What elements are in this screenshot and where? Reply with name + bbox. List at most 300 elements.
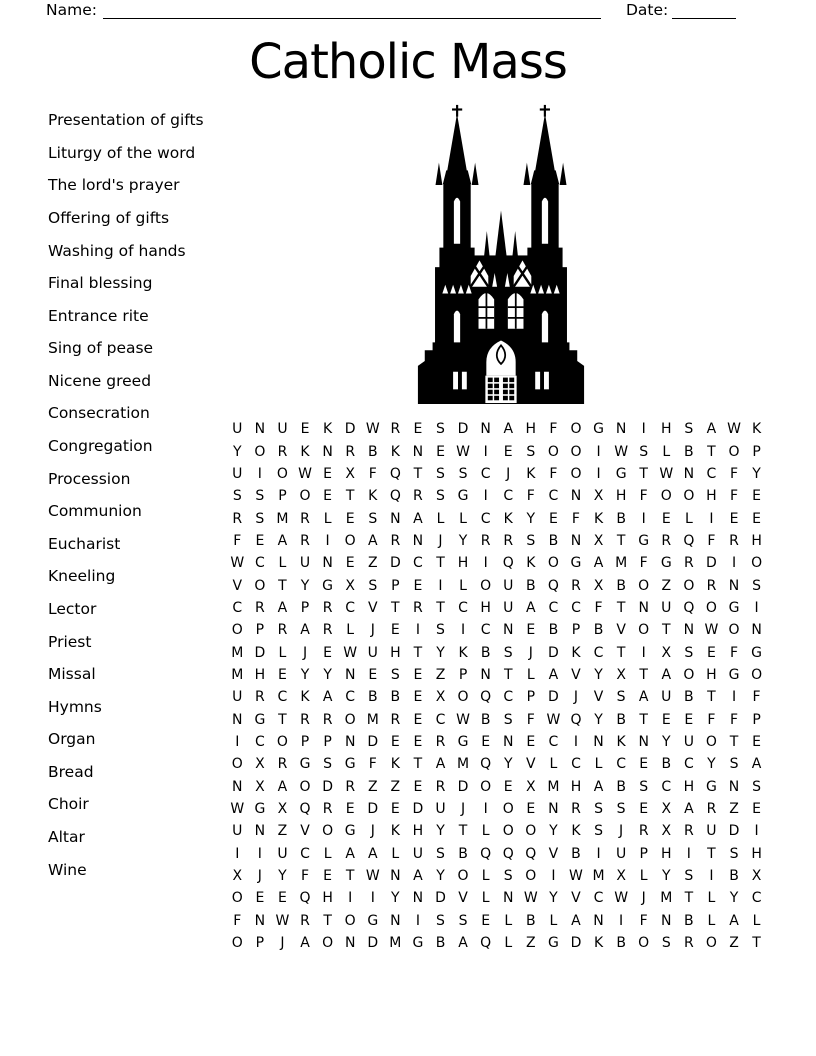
grid-letter-cell: H <box>661 421 672 438</box>
grid-letter-cell: N <box>728 577 740 594</box>
grid-letter-cell: S <box>616 689 626 706</box>
grid-letter-cell: L <box>481 823 490 840</box>
word-list-item: Eucharist <box>48 534 121 553</box>
grid-letter-cell: N <box>502 622 514 639</box>
grid-letter-cell: G <box>412 935 424 952</box>
grid-letter-cell: T <box>436 555 445 572</box>
grid-letter-cell: A <box>684 801 694 818</box>
grid-letter-cell: E <box>413 733 423 750</box>
grid-letter-cell: F <box>233 912 242 929</box>
grid-letter-cell: G <box>322 577 334 594</box>
grid-letter-cell: N <box>412 532 424 549</box>
grid-letter-cell: D <box>367 801 379 818</box>
grid-letter-cell: O <box>231 890 243 907</box>
grid-letter-cell: P <box>300 733 310 750</box>
grid-letter-cell: K <box>390 756 400 773</box>
grid-letter-cell: S <box>503 644 513 661</box>
grid-letter-cell: F <box>639 488 648 505</box>
grid-letter-cell: E <box>255 890 265 907</box>
grid-letter-cell: L <box>639 868 648 885</box>
grid-letter-cell: P <box>255 935 265 952</box>
grid-letter-cell: R <box>638 823 649 840</box>
grid-letter-cell: W <box>298 465 312 482</box>
grid-letter-cell: Y <box>526 510 536 527</box>
grid-letter-cell: V <box>367 599 378 616</box>
grid-letter-cell: U <box>277 845 288 862</box>
grid-letter-cell: N <box>502 890 514 907</box>
grid-letter-cell: E <box>300 421 310 438</box>
grid-letter-cell: H <box>570 778 582 795</box>
grid-letter-cell: O <box>525 823 537 840</box>
grid-letter-cell: G <box>593 421 604 438</box>
grid-letter-cell: N <box>683 622 695 639</box>
grid-letter-cell: F <box>549 421 558 438</box>
grid-letter-cell: S <box>684 644 694 661</box>
grid-letter-cell: X <box>593 488 604 505</box>
grid-letter-cell: L <box>549 756 558 773</box>
grid-letter-cell: T <box>616 599 626 616</box>
grid-letter-cell: U <box>367 644 378 661</box>
grid-letter-cell: Z <box>390 778 401 795</box>
grid-letter-cell: O <box>660 488 672 505</box>
grid-letter-cell: I <box>483 443 488 460</box>
grid-letter-cell: Y <box>436 644 445 661</box>
grid-letter-cell: I <box>483 801 488 818</box>
grid-letter-cell: I <box>483 555 488 572</box>
grid-letter-cell: I <box>551 868 556 885</box>
grid-letter-cell: E <box>436 443 445 460</box>
grid-letter-cell: B <box>593 622 604 639</box>
grid-letter-cell: S <box>526 443 536 460</box>
grid-letter-cell: I <box>754 823 759 840</box>
grid-letter-cell: E <box>548 510 558 527</box>
grid-letter-cell: R <box>571 801 581 818</box>
grid-letter-cell: R <box>322 622 333 639</box>
grid-letter-cell: I <box>731 689 737 706</box>
grid-letter-cell: D <box>435 890 446 907</box>
grid-letter-cell: R <box>390 711 401 728</box>
grid-letter-cell: H <box>322 890 333 907</box>
grid-letter-cell: A <box>729 912 739 929</box>
grid-letter-cell: O <box>299 488 311 505</box>
grid-letter-cell: X <box>593 532 604 549</box>
grid-letter-cell: T <box>278 577 287 594</box>
grid-letter-cell: R <box>277 756 288 773</box>
grid-letter-cell: T <box>345 868 355 885</box>
grid-letter-cell: F <box>526 488 535 505</box>
grid-letter-cell: R <box>322 801 333 818</box>
grid-letter-cell: E <box>639 801 649 818</box>
grid-letter-cell: A <box>526 599 536 616</box>
grid-letter-cell: A <box>661 666 672 683</box>
grid-letter-cell: C <box>345 689 356 706</box>
grid-letter-cell: Z <box>729 935 739 952</box>
grid-letter-cell: T <box>503 666 513 683</box>
grid-letter-cell: N <box>615 421 627 438</box>
grid-letter-cell: A <box>300 935 310 952</box>
grid-letter-cell: T <box>684 890 694 907</box>
grid-letter-cell: U <box>435 801 446 818</box>
grid-letter-cell: Y <box>752 465 761 482</box>
grid-letter-cell: E <box>481 912 491 929</box>
grid-letter-cell: R <box>571 577 581 594</box>
word-list-item: Communion <box>48 502 142 521</box>
grid-letter-cell: N <box>232 711 243 728</box>
grid-letter-cell: C <box>683 756 694 773</box>
grid-letter-cell: R <box>683 555 694 572</box>
grid-letter-cell: E <box>684 711 694 728</box>
grid-letter-cell: J <box>619 823 624 840</box>
grid-letter-cell: O <box>457 689 469 706</box>
grid-letter-cell: J <box>506 465 511 482</box>
grid-letter-cell: Y <box>549 823 558 840</box>
grid-letter-cell: F <box>549 465 558 482</box>
grid-letter-cell: N <box>480 421 491 438</box>
grid-letter-cell: C <box>503 689 514 706</box>
grid-letter-cell: Q <box>502 845 514 862</box>
grid-letter-cell: E <box>390 733 400 750</box>
grid-letter-cell: E <box>323 644 333 661</box>
grid-letter-cell: F <box>594 599 603 616</box>
grid-letter-cell: O <box>480 577 492 594</box>
grid-letter-cell: I <box>483 488 488 505</box>
grid-letter-cell: L <box>459 510 467 527</box>
grid-letter-cell: E <box>368 666 378 683</box>
grid-letter-cell: C <box>480 465 491 482</box>
grid-letter-cell: W <box>456 711 470 728</box>
grid-letter-cell: F <box>526 711 535 728</box>
grid-letter-cell: F <box>368 756 377 773</box>
grid-letter-cell: M <box>231 644 244 661</box>
grid-letter-cell: O <box>276 465 288 482</box>
grid-letter-cell: G <box>638 532 650 549</box>
grid-letter-cell: I <box>641 421 646 438</box>
word-list-item: Kneeling <box>48 567 116 586</box>
grid-letter-cell: I <box>596 465 601 482</box>
grid-letter-cell: U <box>299 555 311 572</box>
grid-letter-cell: L <box>323 845 332 862</box>
grid-letter-cell: D <box>367 935 379 952</box>
grid-letter-cell: L <box>594 756 603 773</box>
grid-letter-cell: G <box>547 935 559 952</box>
grid-letter-cell: O <box>683 666 695 683</box>
word-list-item: Priest <box>48 632 92 651</box>
grid-letter-cell: O <box>231 935 243 952</box>
grid-letter-cell: J <box>257 868 262 885</box>
grid-letter-cell: A <box>706 421 717 438</box>
grid-letter-cell: E <box>323 465 333 482</box>
grid-letter-cell: K <box>390 823 400 840</box>
grid-letter-cell: Y <box>594 666 603 683</box>
word-list-item: Organ <box>48 730 96 749</box>
grid-letter-cell: V <box>232 577 243 594</box>
word-list-item: Bread <box>48 762 94 781</box>
grid-letter-cell: C <box>480 622 491 639</box>
grid-letter-cell: I <box>686 845 691 862</box>
grid-letter-cell: K <box>616 733 626 750</box>
grid-letter-cell: Y <box>661 868 671 885</box>
grid-letter-cell: M <box>547 778 560 795</box>
grid-letter-cell: X <box>661 823 672 840</box>
grid-letter-cell: L <box>684 510 693 527</box>
grid-letter-cell: O <box>322 935 334 952</box>
grid-letter-cell: R <box>390 532 401 549</box>
grid-letter-cell: U <box>232 823 243 840</box>
grid-letter-cell: U <box>683 733 694 750</box>
grid-letter-cell: Q <box>389 465 401 482</box>
grid-letter-cell: R <box>255 599 265 616</box>
grid-letter-cell: O <box>728 622 740 639</box>
grid-letter-cell: H <box>254 666 266 683</box>
grid-letter-cell: R <box>706 577 717 594</box>
grid-letter-cell: G <box>344 756 356 773</box>
grid-letter-cell: A <box>413 510 423 527</box>
grid-letter-cell: C <box>571 599 581 616</box>
grid-letter-cell: M <box>366 711 379 728</box>
grid-letter-cell: W <box>614 443 629 460</box>
grid-letter-cell: C <box>480 510 491 527</box>
grid-letter-cell: F <box>729 488 739 505</box>
grid-letter-cell: D <box>547 689 559 706</box>
grid-letter-cell: E <box>503 443 513 460</box>
word-list-item: Nicene greed <box>48 371 152 390</box>
word-list-item: Sing of pease <box>48 339 154 358</box>
grid-letter-cell: E <box>413 421 423 438</box>
grid-letter-cell: G <box>706 778 717 795</box>
grid-letter-cell: O <box>525 868 537 885</box>
grid-letter-cell: E <box>661 510 671 527</box>
grid-letter-cell: Z <box>277 823 288 840</box>
grid-letter-cell: O <box>751 666 763 683</box>
grid-letter-cell: T <box>413 465 423 482</box>
grid-letter-cell: N <box>344 935 356 952</box>
cathedral-silhouette-icon <box>403 101 599 404</box>
grid-letter-cell: I <box>370 890 375 907</box>
grid-letter-cell: N <box>322 443 333 460</box>
grid-letter-cell: C <box>548 599 559 616</box>
grid-letter-cell: R <box>503 532 514 549</box>
grid-letter-cell: N <box>344 666 356 683</box>
grid-letter-cell: S <box>729 756 739 773</box>
grid-letter-cell: K <box>526 555 536 572</box>
grid-letter-cell: S <box>255 510 265 527</box>
grid-letter-cell: H <box>525 421 537 438</box>
grid-letter-cell: F <box>639 555 648 572</box>
grid-letter-cell: N <box>548 801 559 818</box>
grid-letter-cell: W <box>659 465 674 482</box>
grid-letter-cell: H <box>457 555 469 572</box>
grid-letter-cell: J <box>280 935 285 952</box>
grid-letter-cell: S <box>232 488 242 505</box>
grid-letter-cell: S <box>436 622 445 639</box>
grid-letter-cell: E <box>752 488 762 505</box>
grid-letter-cell: N <box>661 912 672 929</box>
grid-letter-cell: T <box>323 912 332 929</box>
grid-letter-cell: K <box>751 421 762 438</box>
grid-letter-cell: K <box>368 488 378 505</box>
grid-letter-cell: E <box>323 488 333 505</box>
word-list-item: Offering of gifts <box>48 209 170 228</box>
word-list-item: The lord's prayer <box>48 176 180 195</box>
grid-letter-cell: C <box>435 711 446 728</box>
grid-letter-cell: H <box>661 845 672 862</box>
grid-letter-cell: O <box>276 733 288 750</box>
grid-letter-cell: D <box>457 421 469 438</box>
grid-letter-cell: I <box>731 555 737 572</box>
grid-letter-cell: L <box>278 644 287 661</box>
grid-letter-cell: X <box>616 868 626 885</box>
grid-letter-cell: G <box>367 912 379 929</box>
grid-letter-cell: O <box>570 465 582 482</box>
grid-letter-cell: C <box>300 845 310 862</box>
grid-letter-cell: S <box>368 510 378 527</box>
grid-letter-cell: T <box>278 711 287 728</box>
grid-letter-cell: M <box>276 510 289 527</box>
grid-letter-cell: B <box>616 935 626 952</box>
grid-letter-cell: R <box>300 532 310 549</box>
grid-letter-cell: L <box>504 935 513 952</box>
grid-letter-cell: T <box>639 465 648 482</box>
grid-letter-cell: Z <box>435 666 446 683</box>
grid-letter-cell: S <box>729 845 739 862</box>
grid-letter-cell: D <box>570 935 582 952</box>
grid-letter-cell: Z <box>661 577 672 594</box>
grid-letter-cell: W <box>230 555 245 572</box>
grid-letter-cell: W <box>275 912 290 929</box>
grid-letter-cell: S <box>323 756 333 773</box>
grid-letter-cell: C <box>571 756 581 773</box>
grid-letter-cell: L <box>481 890 490 907</box>
grid-letter-cell: G <box>457 733 469 750</box>
grid-letter-cell: V <box>300 823 310 840</box>
grid-letter-cell: A <box>367 845 378 862</box>
grid-letter-cell: T <box>707 689 716 706</box>
grid-letter-cell: F <box>639 912 648 929</box>
grid-letter-cell: D <box>322 778 333 795</box>
grid-letter-cell: K <box>593 510 604 527</box>
grid-letter-cell: L <box>481 868 490 885</box>
grid-letter-cell: B <box>526 912 536 929</box>
grid-letter-cell: I <box>461 622 466 639</box>
grid-letter-cell: I <box>709 868 714 885</box>
grid-letter-cell: C <box>254 733 265 750</box>
grid-letter-cell: N <box>751 622 762 639</box>
grid-letter-cell: E <box>390 622 400 639</box>
word-list-item: Altar <box>48 828 85 846</box>
grid-letter-cell: N <box>412 443 424 460</box>
grid-letter-cell: H <box>751 845 762 862</box>
grid-letter-cell: V <box>458 890 468 907</box>
grid-letter-cell: R <box>661 532 672 549</box>
grid-letter-cell: W <box>230 801 245 818</box>
grid-letter-cell: K <box>503 510 513 527</box>
grid-letter-cell: T <box>436 599 445 616</box>
grid-letter-cell: I <box>235 845 240 862</box>
grid-letter-cell: A <box>593 555 604 572</box>
grid-letter-cell: I <box>619 912 624 929</box>
grid-letter-cell: E <box>526 801 536 818</box>
grid-letter-cell: U <box>706 823 717 840</box>
grid-letter-cell: I <box>438 577 443 594</box>
grid-letter-cell: O <box>547 443 559 460</box>
grid-letter-cell: O <box>751 555 763 572</box>
grid-letter-cell: R <box>683 935 694 952</box>
grid-letter-cell: M <box>660 890 673 907</box>
grid-letter-cell: E <box>752 510 762 527</box>
grid-letter-cell: T <box>413 644 423 661</box>
grid-letter-cell: E <box>526 733 536 750</box>
word-list-item: Missal <box>48 665 96 684</box>
grid-letter-cell: T <box>616 532 626 549</box>
grid-letter-cell: N <box>638 733 649 750</box>
grid-letter-cell: P <box>752 443 761 460</box>
grid-letter-cell: I <box>415 622 420 639</box>
grid-letter-cell: R <box>480 532 491 549</box>
grid-letter-cell: S <box>752 577 762 594</box>
grid-letter-cell: I <box>257 465 262 482</box>
grid-letter-cell: S <box>594 801 603 818</box>
grid-letter-cell: E <box>707 644 716 661</box>
grid-letter-cell: Y <box>594 711 603 728</box>
grid-letter-cell: X <box>526 778 536 795</box>
grid-letter-cell: Y <box>300 577 310 594</box>
grid-letter-cell: P <box>639 845 648 862</box>
grid-letter-cell: T <box>639 666 648 683</box>
word-list-item: Wine <box>48 860 87 879</box>
grid-letter-cell: B <box>616 577 626 594</box>
grid-letter-cell: R <box>413 599 423 616</box>
grid-letter-cell: R <box>322 599 333 616</box>
grid-letter-cell: R <box>345 443 356 460</box>
grid-letter-cell: J <box>573 689 579 706</box>
grid-letter-cell: V <box>571 666 581 683</box>
grid-letter-cell: H <box>390 644 401 661</box>
grid-letter-cell: I <box>641 510 646 527</box>
grid-letter-cell: E <box>752 801 762 818</box>
grid-letter-cell: E <box>345 510 355 527</box>
grid-letter-cell: O <box>547 555 559 572</box>
grid-letter-cell: X <box>616 666 626 683</box>
grid-letter-cell: U <box>232 421 243 438</box>
grid-letter-cell: W <box>614 890 629 907</box>
grid-letter-cell: Z <box>526 935 536 952</box>
name-label: Name: <box>46 1 97 19</box>
grid-letter-cell: U <box>661 689 672 706</box>
grid-letter-cell: K <box>323 421 333 438</box>
grid-letter-cell: F <box>752 689 761 706</box>
grid-letter-cell: L <box>391 845 400 862</box>
grid-letter-cell: F <box>707 711 716 728</box>
grid-letter-cell: S <box>390 666 400 683</box>
grid-letter-cell: G <box>254 711 266 728</box>
grid-letter-cell: O <box>231 622 243 639</box>
grid-letter-cell: O <box>705 733 717 750</box>
grid-letter-cell: D <box>367 733 379 750</box>
grid-letter-cell: X <box>345 577 355 594</box>
grid-letter-cell: Y <box>503 756 513 773</box>
grid-letter-cell: J <box>528 644 533 661</box>
grid-letter-cell: E <box>413 689 423 706</box>
grid-letter-cell: Y <box>300 666 310 683</box>
grid-letter-cell: C <box>593 890 604 907</box>
grid-letter-cell: P <box>300 599 310 616</box>
grid-letter-cell: G <box>344 823 356 840</box>
grid-letter-cell: N <box>344 733 356 750</box>
grid-letter-cell: N <box>254 912 266 929</box>
grid-letter-cell: C <box>254 555 265 572</box>
grid-letter-cell: W <box>727 421 741 438</box>
grid-letter-cell: L <box>707 890 716 907</box>
